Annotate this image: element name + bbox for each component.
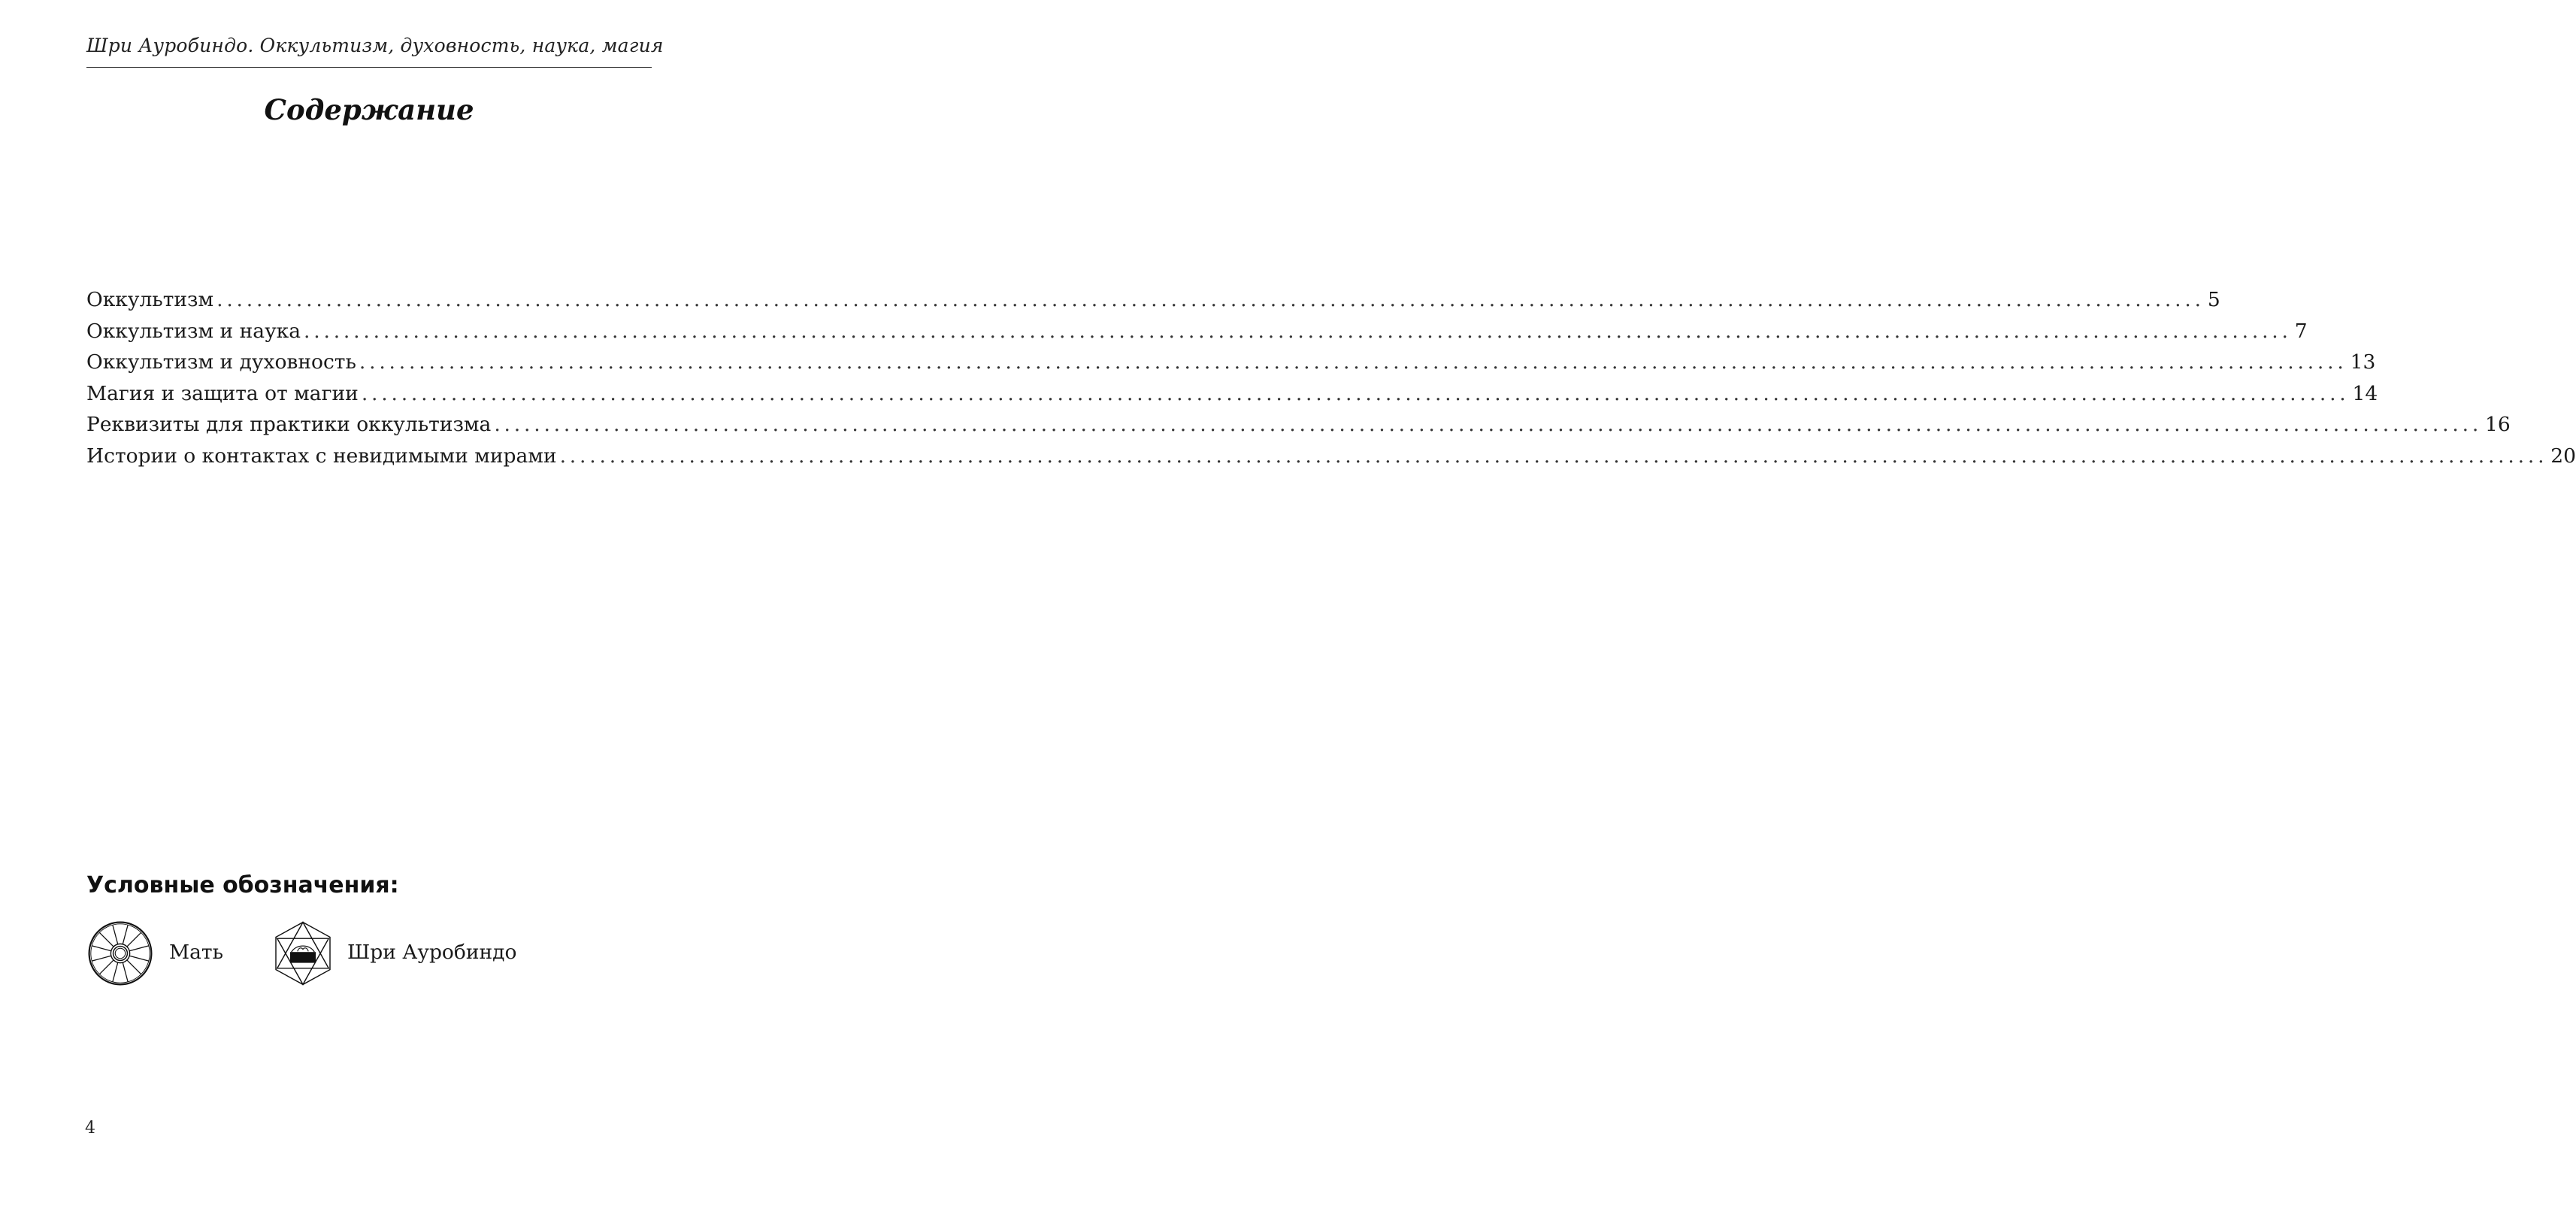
toc-entry[interactable] (86, 378, 2378, 410)
mother-symbol-petal-line (99, 932, 114, 947)
running-head: Шри Ауробиндо. Оккультизм, духовность, наука, магия (86, 35, 664, 56)
legend-label-mother: Мать (169, 941, 224, 964)
legend-label-sri-aurobindo: Шри Ауробиндо (347, 941, 517, 964)
legend-heading: Условные обозначения: (86, 872, 399, 898)
toc-entry-title: Оккультизм и наука (86, 319, 301, 343)
toc-entry-title: Истории о контактах с невидимыми мирами (86, 444, 557, 468)
toc-entry-page: 20 (2550, 444, 2576, 468)
toc-entry[interactable] (86, 441, 2576, 472)
mother-symbol-petal-line (127, 932, 141, 947)
sri-aurobindo-symbol-icon (269, 920, 337, 987)
toc-leader-dots: ........................................................................................................................................................................................................ (216, 288, 2205, 311)
toc-leader-dots: ........................................................................................................................................................................................................ (361, 381, 2350, 405)
mother-symbol-petal-line (99, 960, 114, 974)
mother-symbol-petal-line (129, 956, 149, 961)
toc-leader-dots: ........................................................................................................................................................................................................ (359, 350, 2347, 374)
mother-symbol-petal-line (123, 925, 128, 944)
mother-symbol-petal-line (123, 962, 128, 982)
toc-entry-page: 5 (2207, 288, 2220, 311)
table-of-contents (86, 284, 2576, 472)
toc-entry-title: Магия и защита от магии (86, 381, 359, 405)
toc-entry[interactable] (86, 409, 2511, 441)
toc-entry-title: Реквизиты для практики оккультизма (86, 413, 492, 437)
mother-symbol-petal-line (127, 960, 141, 974)
toc-leader-dots: ........................................................................................................................................................................................................ (494, 413, 2483, 437)
toc-leader-dots: ........................................................................................................................................................................................................ (559, 444, 2548, 468)
mother-symbol-petal-line (92, 946, 111, 951)
toc-entry[interactable] (86, 347, 2376, 378)
toc-entry-title: Оккультизм и духовность (86, 350, 356, 374)
legend (86, 920, 652, 987)
toc-entry-page: 14 (2352, 381, 2378, 405)
toc-entry-title: Оккультизм (86, 288, 214, 311)
toc-entry-page: 13 (2350, 350, 2376, 374)
toc-leader-dots: ........................................................................................................................................................................................................ (304, 319, 2292, 343)
page-title: Содержание (264, 93, 474, 126)
toc-entry[interactable] (86, 284, 2220, 316)
mother-symbol-petal-line (113, 925, 118, 944)
mother-symbol-petal-line (129, 946, 149, 951)
mother-symbol-petal-line (92, 956, 111, 961)
page-number: 4 (85, 1119, 95, 1138)
toc-entry-page: 7 (2294, 319, 2308, 343)
mother-symbol-petal-line (113, 962, 118, 982)
mother-symbol-icon (86, 920, 154, 987)
toc-entry[interactable] (86, 316, 2308, 347)
toc-entry-page: 16 (2485, 413, 2511, 437)
header-rule (86, 67, 652, 68)
